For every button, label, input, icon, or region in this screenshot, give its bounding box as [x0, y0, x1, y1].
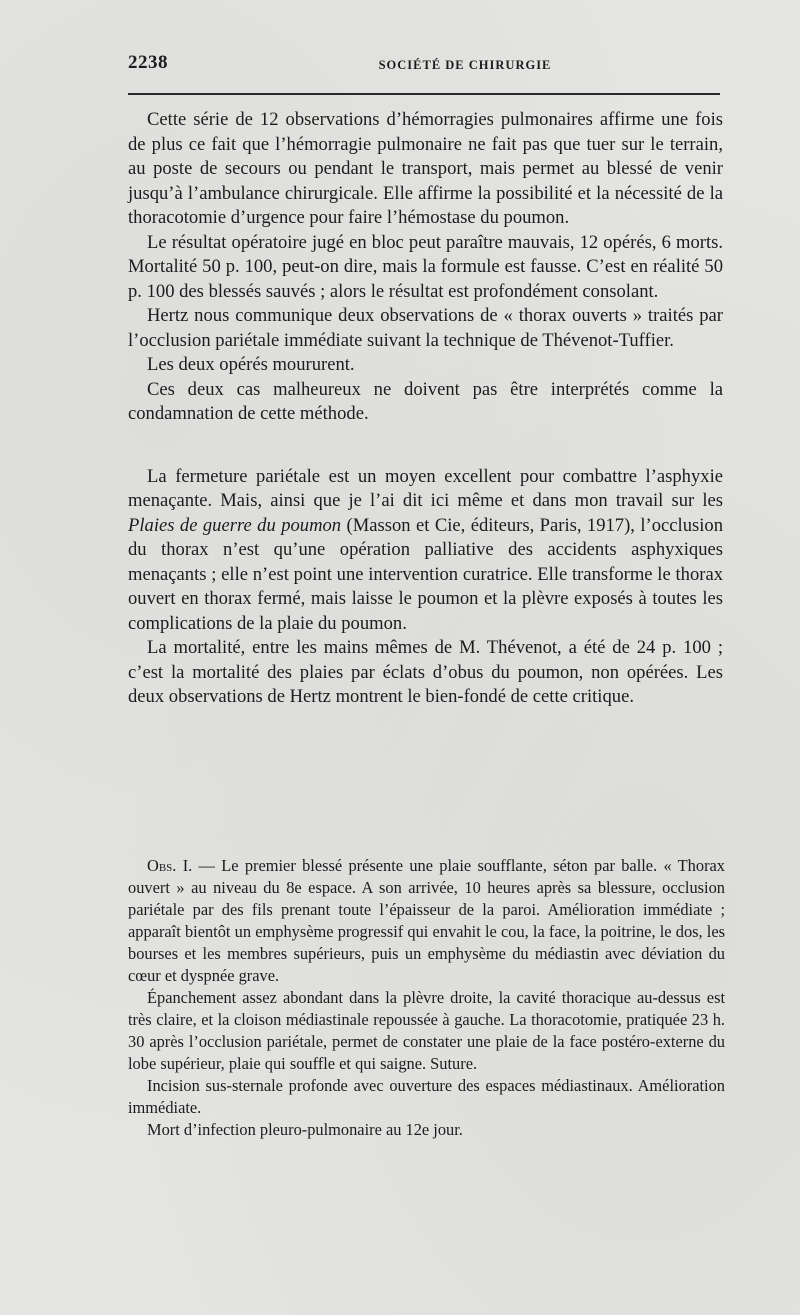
- observation-lead-text: — Le premier blessé présente une plaie soufflante, séton par balle. « Thorax ouvert » au niveau du 8e espace. A son arrivée, 10 heures après sa blessure, occlusion pariétale par des fils prenant toute l’épaisseur de la paroi. Amélioration immédiate ; apparaît bientôt un emphysème progressif qui envahit le cou, la face, la poitrine, le dos, les bourses et les membres supérieurs, puis un emphysème du médiastin avec déviation du cœur et dyspnée grave.: [128, 856, 726, 985]
- page-number: 2238: [128, 52, 168, 73]
- paragraph-mortality: La mortalité, entre les mains mêmes de M. Thévenot, a été de 24 p. 100 ; c’est la mortalité des plaies par éclats d’obus du poumon, non opérées. Les deux observations de Hertz montrent le bien-fondé de cette critique.: [128, 637, 723, 707]
- observation-intro: [128, 855, 725, 987]
- paragraph-hertz-observations: Hertz nous communique deux observations de « thorax ouverts » traités par l’occlusion pariétale immédiate suivant la technique de Thévenot-Tuffier.: [128, 305, 723, 351]
- observation-incision: Incision sus-sternale profonde avec ouverture des espaces médiastinaux. Amélioration immédiate.: [128, 1076, 725, 1117]
- paragraph-interpretation: Ces deux cas malheureux ne doivent pas être interprétés comme la condamnation de cette méthode.: [128, 378, 723, 424]
- paragraph-parietal-closure: [128, 465, 723, 637]
- parietal-closure-text-end: (Masson et Cie, éditeurs, Paris, 1917), l’occlusion du thorax n’est qu’une opération palliative des accidents asphyxiques menaçants ; elle n’est point une intervention curatrice. Elle transforme le thorax ouvert en thorax fermé, mais laisse le poumon et la plèvre exposés à toutes les complications de la plaie du poumon.: [128, 514, 723, 634]
- page-header: [128, 50, 722, 80]
- observation-label: Obs. I.: [147, 856, 193, 875]
- observation-section: [128, 855, 725, 1141]
- main-text: [128, 108, 723, 710]
- parietal-closure-text-start: La fermeture pariétale est un moyen excellent pour combattre l’asphyxie menaçante. Mais, ainsi que je l’ai dit ici même et dans mon travail sur les: [128, 465, 723, 511]
- running-title: SOCIÉTÉ DE CHIRURGIE: [378, 58, 552, 72]
- paragraph-operative-result: Le résultat opératoire jugé en bloc peut paraître mauvais, 12 opérés, 6 morts. Mortalité 50 p. 100, peut-on dire, mais la formule est fausse. C’est en réalité 50 p. 100 des blessés sauvés ; alors le résultat est profondément consolant.: [128, 231, 723, 302]
- paragraph-two-deaths: Les deux opérés moururent.: [147, 354, 355, 375]
- paragraph-observations-summary: Cette série de 12 observations d’hémorragies pulmonaires affirme une fois de plus ce fait que l’hémorragie pulmonaire ne fait pas que tuer sur le terrain, au poste de secours ou pendant le transport, mais permet au blessé de venir jusqu’à l’ambulance chirurgicale. Elle affirme la possibilité et la nécessité de la thoracotomie d’urgence pour faire l’hémostase du poumon.: [128, 109, 723, 228]
- observation-effusion: Épanchement assez abondant dans la plèvre droite, la cavité thoracique au-dessus est très claire, et la cloison médiastinale repoussée à gauche. La thoracotomie, pratiquée 23 h. 30 après l’occlusion pariétale, permet de constater une plaie de la face postéro-externe du lobe supérieur, plaie qui souffle et qui saigne. Suture.: [128, 988, 725, 1073]
- observation-death: Mort d’infection pleuro-pulmonaire au 12e jour.: [147, 1120, 463, 1139]
- book-title: Plaies de guerre du poumon: [128, 514, 342, 536]
- header-rule: [128, 93, 720, 95]
